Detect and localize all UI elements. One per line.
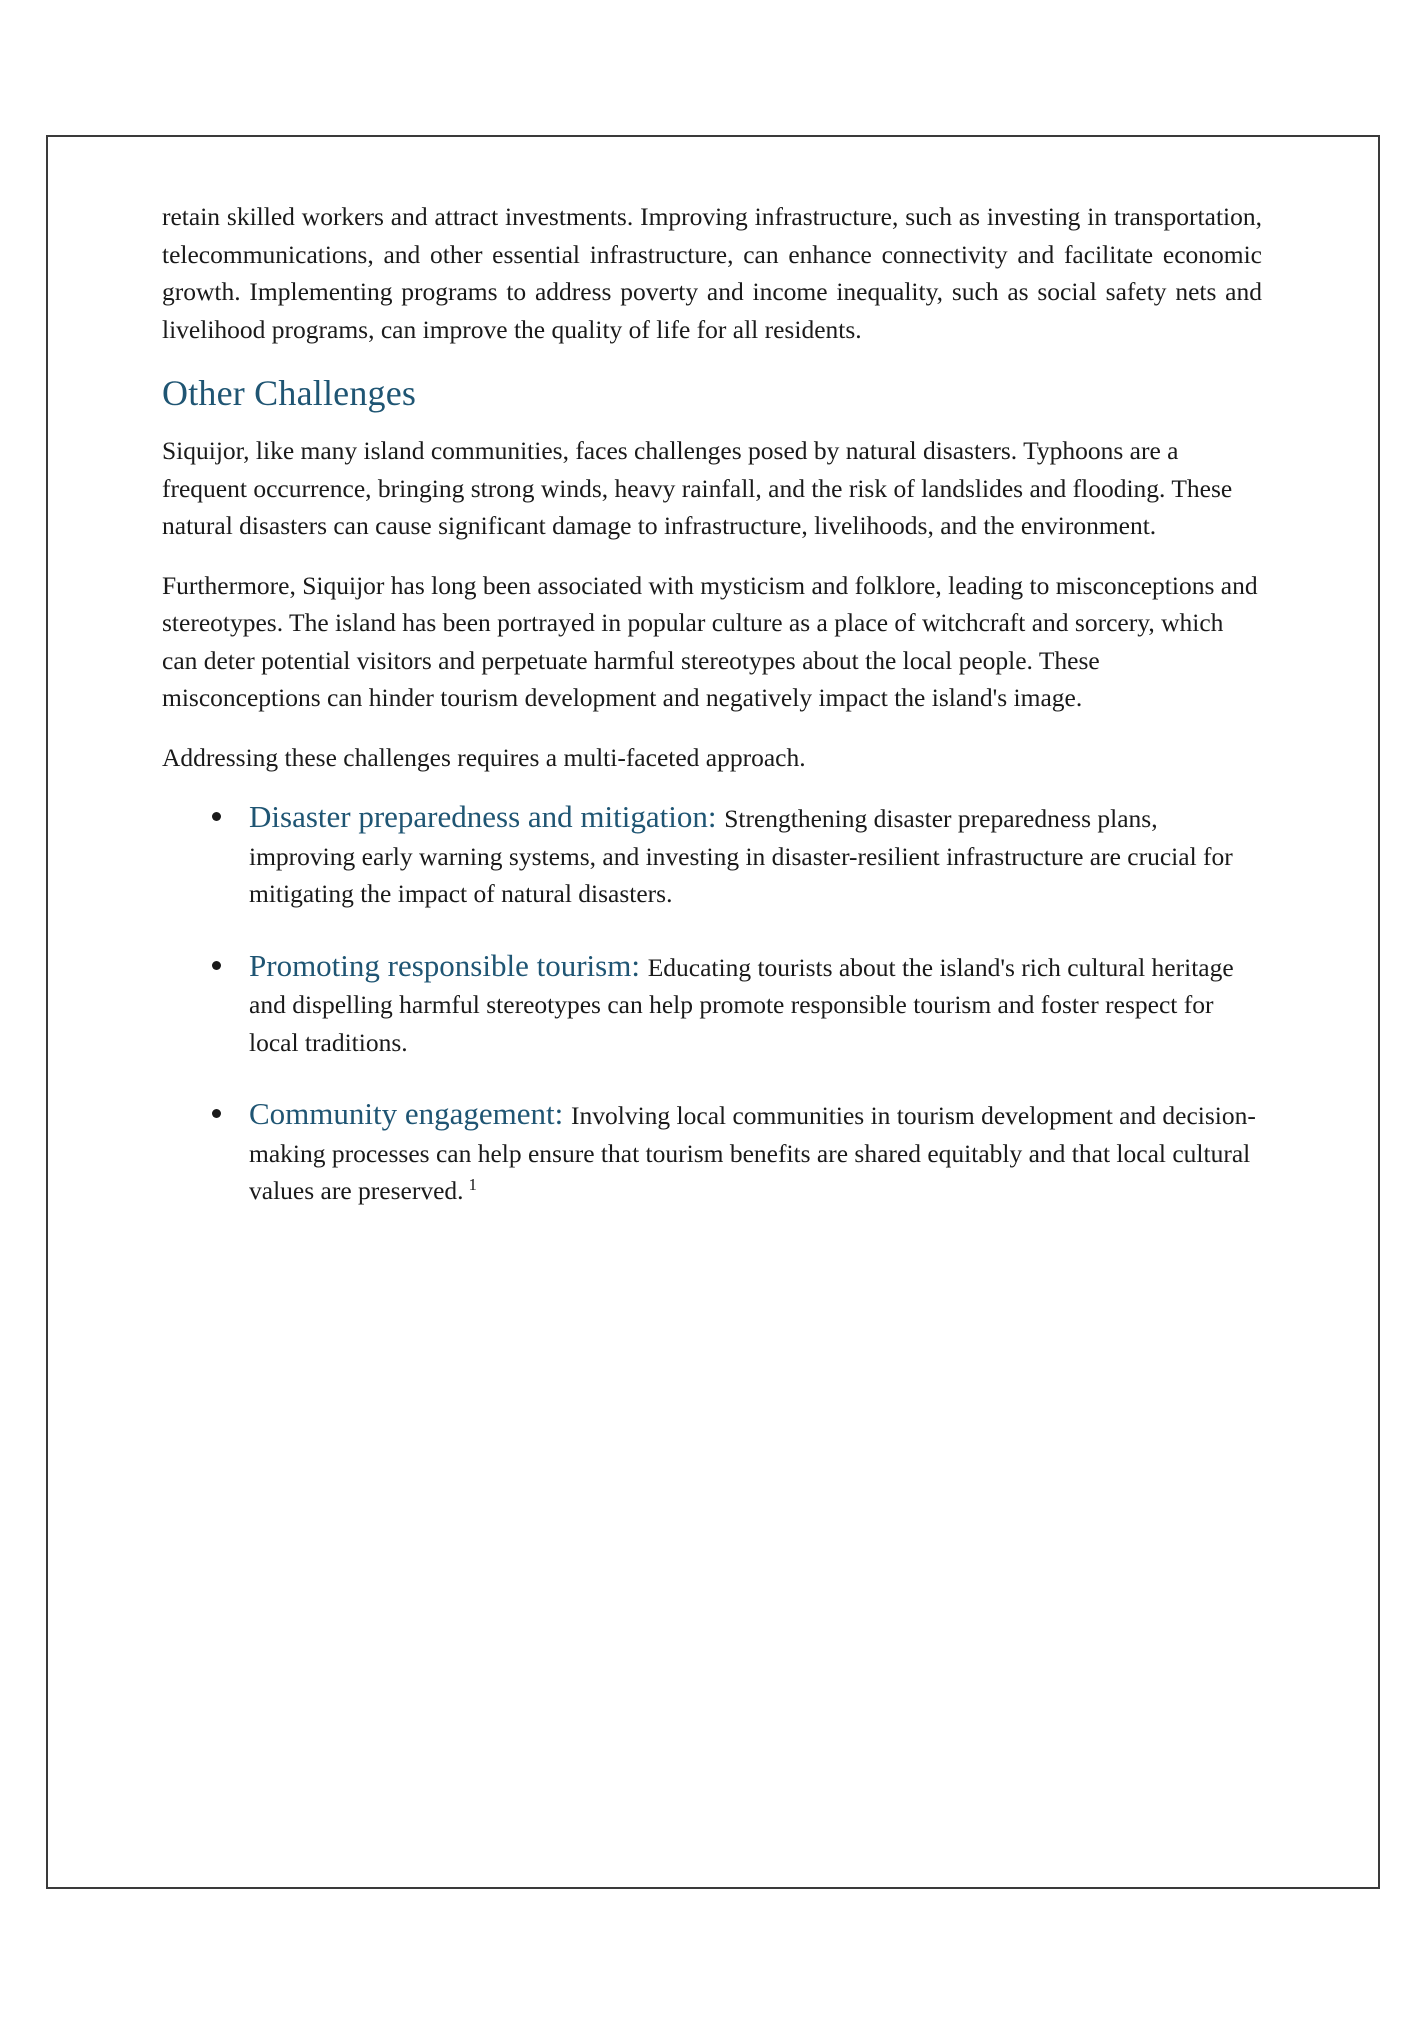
bullet-dot-icon [212,1109,221,1118]
paragraph-mysticism: Furthermore, Siquijor has long been associated with mysticism and folklore, leading to misconceptions and stereotypes. The island has been portrayed in popular culture as a place of witchcraft and sorcery, which can deter potential visitors and perpetuate harmful stereotypes about the local people. These misconceptions can hinder tourism development and negatively impact the island's image. [162,570,1258,712]
paragraph-approach: Addressing these challenges requires a multi-faceted approach. [162,742,806,772]
paragraph-natural-disasters: Siquijor, like many island communities, faces challenges posed by natural disasters. Typhoons are a frequent occurrence, bringing strong winds, heavy rainfall, and the risk of landslides and flooding. These natural disasters can cause significant damage to infrastructure, livelihoods, and the environment. [162,436,1233,540]
document-content [162,198,1262,1210]
page-title: Other Challenges [162,373,417,413]
footnote-reference: 1 [468,1174,478,1194]
bullet-dot-icon [212,812,221,821]
list-item-lead: Promoting responsible tourism: [249,947,648,983]
list-item-body: Strengthening disaster preparedness plans, improving early warning systems, and investing in disaster-resilient infrastructure are crucial for mitigating the impact of natural disasters. [249,804,1233,908]
list-item-body: Involving local communities in tourism development and decision-making processes can help ensure that tourism benefits are shared equitably and that local cultural values are preserved. [249,1101,1256,1205]
paragraph-continued: retain skilled workers and attract investments. Improving infrastructure, such as investing in transportation, telecommunications, and other essential infrastructure, can enhance connectivity and facilitate economic growth. Implementing programs to address poverty and income inequality, such as social safety nets and livelihood programs, can improve the quality of life for all residents. [162,202,1262,344]
spacer [162,348,1262,370]
spacer [162,776,1262,798]
list-item-lead: Disaster preparedness and mitigation: [249,799,725,834]
spacer [162,545,1262,567]
spacer [162,717,1262,739]
list-item [162,947,1262,1062]
challenges-list [162,798,1262,1210]
list-item-lead: Community engagement: [249,1096,572,1131]
list-item-body: Educating tourists about the island's rich cultural heritage and dispelling harmful stereotypes can help promote responsible tourism and foster respect for local traditions. [249,952,1234,1057]
list-item [162,1095,1262,1210]
bullet-dot-icon [212,961,221,970]
document-page [46,135,1380,1889]
list-item [162,798,1262,913]
spacer [162,416,1262,432]
